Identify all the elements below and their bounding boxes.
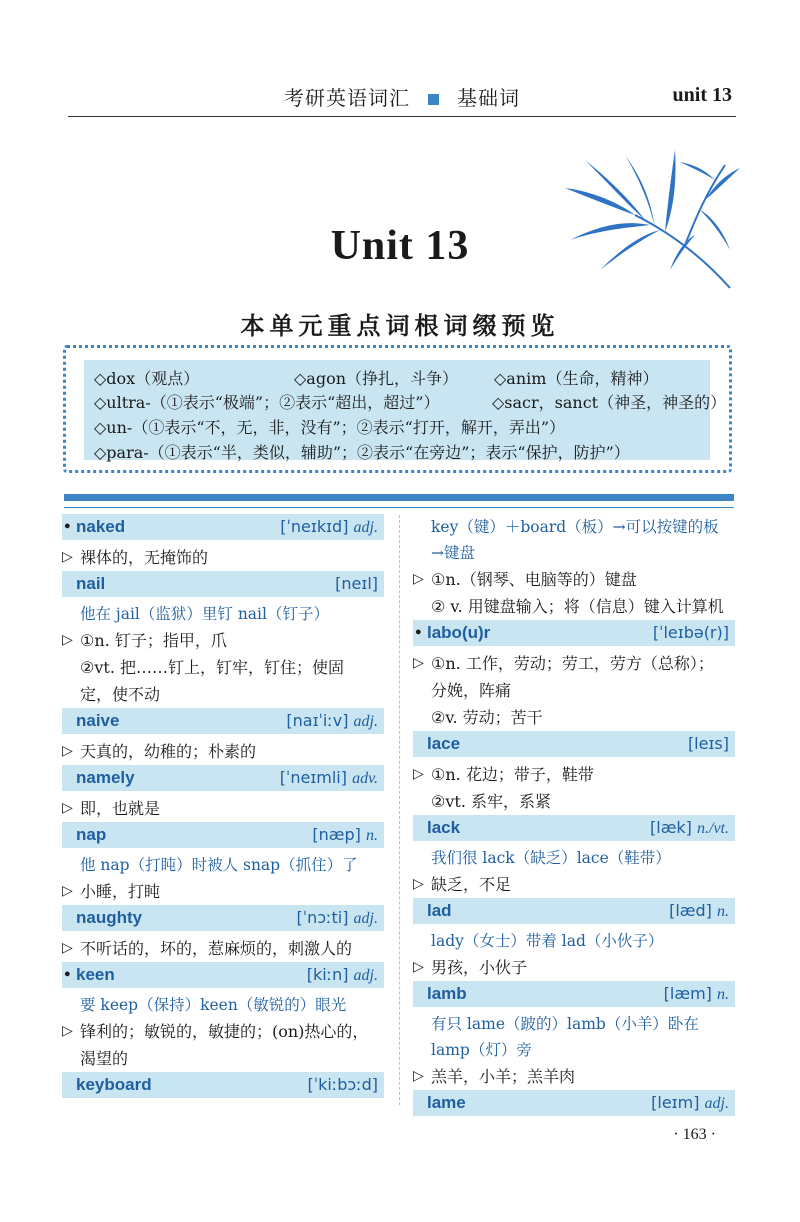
triangle-icon: ▷ [413, 571, 424, 587]
phonetic: [neɪl] [335, 574, 378, 593]
root-preview-box [63, 345, 732, 473]
definition-text: ①n. 花边；带子，鞋带 [431, 765, 594, 784]
phonetic [650, 818, 729, 838]
phonetic [297, 908, 378, 928]
definition-text: 男孩，小伙子 [431, 958, 528, 977]
root-anim: ◇anim（生命，精神） [494, 369, 659, 388]
definition-text: ②vt. 把……钉上，钉牢，钉住；使固 [80, 658, 344, 677]
definition-text: 天真的，幼稚的；朴素的 [80, 742, 257, 761]
triangle-icon: ▷ [413, 766, 424, 782]
header-book-title: 考研英语词汇 [284, 86, 410, 110]
definition-text: 锋利的；敏锐的，敏捷的；(on)热心的， [80, 1022, 369, 1041]
headword: ● keen [76, 965, 115, 985]
part-of-speech: adj. [353, 519, 378, 536]
part-of-speech: adj. [353, 967, 378, 984]
part-of-speech: n. [717, 903, 729, 920]
root-agon: ◇agon（挣扎，斗争） [294, 369, 459, 388]
headword: lamb [427, 984, 467, 1003]
header-section: 基础词 [457, 86, 520, 110]
headword: namely [76, 768, 135, 787]
word-bar-nail [62, 571, 384, 597]
phonetic [669, 901, 729, 921]
phonetic [664, 984, 729, 1004]
root-para: ◇para-（①表示“半，类似，辅助”；②表示“在旁边”；表示“保护，防护”） [94, 443, 630, 462]
phonetic-text: [ˈnɔːti] [296, 908, 349, 927]
preview-row-4 [94, 440, 630, 463]
phonetic-text: [næp] [312, 825, 361, 844]
preview-subtitle: 本单元重点词根词缀预览 [240, 311, 560, 340]
word-bar-nap [62, 822, 384, 848]
section-divider [64, 494, 734, 501]
word-bar-lad [413, 898, 735, 924]
word-bar-labour [413, 620, 735, 646]
definition-text: ①n. 工作，劳动；劳工，劳方（总称）； [431, 654, 714, 673]
triangle-icon: ▷ [62, 800, 73, 816]
word-bar-lace [413, 731, 735, 757]
part-of-speech: adj. [704, 1095, 729, 1112]
definition-text: 渴望的 [80, 1049, 129, 1068]
preview-row-3 [94, 415, 565, 438]
phonetic [280, 517, 378, 537]
part-of-speech: adv. [352, 770, 378, 787]
triangle-icon: ▷ [413, 959, 424, 975]
column-divider [399, 515, 400, 1105]
definition [413, 566, 735, 593]
triangle-icon: ▷ [62, 743, 73, 759]
root-preview-panel [84, 360, 727, 462]
definition-text: 裸体的，无掩饰的 [80, 548, 209, 567]
definition [62, 544, 384, 571]
definition-text: 定，使不动 [80, 685, 161, 704]
root-un: ◇un-（①表示“不，无，非，没有”；②表示“打开，解开，弄出”） [94, 418, 566, 437]
definition-text: ①n. 钉子；指甲，爪 [80, 631, 227, 650]
header-left [68, 82, 736, 111]
part-of-speech: n. [366, 827, 378, 844]
triangle-icon: ▷ [62, 1023, 73, 1039]
definition-text: 小睡，打盹 [80, 882, 161, 901]
headword: lad [427, 901, 452, 920]
part-of-speech: adj. [353, 713, 378, 730]
part-of-speech: n./vt. [697, 820, 729, 837]
mnemonic: 他在 jail（监狱）里钉 nail（钉子） [80, 605, 329, 623]
word-bar-namely [62, 765, 384, 791]
word-bar-lamb [413, 981, 735, 1007]
definition-text: ①n.（钢琴、电脑等的）键盘 [431, 570, 637, 589]
mnemonic: key（键）＋board（板）→可以按键的板 [431, 518, 719, 536]
mnemonic: 他 nap（打盹）时被人 snap（抓住）了 [80, 856, 358, 874]
definition [62, 738, 384, 765]
word-bar-naive [62, 708, 384, 734]
phonetic-text: [læk] [650, 818, 692, 837]
triangle-icon: ▷ [62, 549, 73, 565]
headword: ● naked [76, 517, 125, 537]
headword: lack [427, 818, 461, 837]
definition-text: 即，也就是 [80, 799, 161, 818]
page-number: · 163 · [673, 1126, 716, 1143]
phonetic: [leɪs] [687, 734, 729, 753]
left-column [62, 514, 384, 1102]
phonetic [286, 711, 378, 731]
triangle-icon: ▷ [413, 655, 424, 671]
phonetic-text: [kiːn] [306, 965, 349, 984]
phonetic-text: [ˈneɪkɪd] [280, 517, 349, 536]
definition-text: 缺乏，不足 [431, 875, 512, 894]
definition [413, 1063, 735, 1090]
triangle-icon: ▷ [62, 883, 73, 899]
header-unit: unit 13 [672, 84, 732, 106]
definition-text: ② v. 用键盘输入；将（信息）键入计算机 [431, 597, 724, 616]
phonetic [280, 768, 378, 788]
phonetic-text: [læm] [663, 984, 712, 1003]
triangle-icon: ▷ [62, 940, 73, 956]
headword: naive [76, 711, 120, 730]
definition [62, 1018, 384, 1045]
definition-text: 分娩，阵痛 [431, 681, 512, 700]
headword: lace [427, 734, 461, 753]
mnemonic: 我们很 lack（缺乏）lace（鞋带） [431, 849, 671, 867]
definition-text: ②vt. 系牢，系紧 [431, 792, 551, 811]
mnemonic: lamp（灯）旁 [431, 1041, 532, 1059]
section-divider-thin [64, 507, 734, 508]
root-ultra: ◇ultra-（①表示“极端”；②表示“超出，超过”） [94, 393, 440, 412]
part-of-speech: n. [717, 986, 729, 1003]
phonetic: [ˈkiːbɔːd] [307, 1075, 378, 1094]
mnemonic: →键盘 [431, 544, 475, 562]
running-header [68, 78, 736, 117]
mnemonic: lady（女士）带着 lad（小伙子） [431, 932, 664, 950]
word-bar-lack [413, 815, 735, 841]
definition [62, 935, 384, 962]
root-sacr: ◇sacr，sanct（神圣，神圣的） [492, 393, 727, 412]
definition [62, 878, 384, 905]
word-bar-keen [62, 962, 384, 988]
word-bar-keyboard [62, 1072, 384, 1098]
word-bar-naked [62, 514, 384, 540]
definition-text: ②v. 劳动；苦干 [431, 708, 543, 727]
triangle-icon: ▷ [413, 876, 424, 892]
definition [413, 871, 735, 898]
phonetic-text: [naɪˈiːv] [286, 711, 349, 730]
word-bar-lame [413, 1090, 735, 1116]
definition [62, 795, 384, 822]
definition [413, 761, 735, 788]
phonetic [651, 1093, 729, 1113]
triangle-icon: ▷ [62, 632, 73, 648]
headword: naughty [76, 908, 143, 927]
headword: ● labo(u)r [427, 623, 490, 643]
headword: nail [76, 574, 106, 593]
headword: keyboard [76, 1075, 152, 1094]
word-bar-naughty [62, 905, 384, 931]
triangle-icon: ▷ [413, 1068, 424, 1084]
headword: lame [427, 1093, 466, 1112]
definition-text: 羔羊，小羊；羔羊肉 [431, 1067, 576, 1086]
definition-text: 不听话的，坏的，惹麻烦的，刺激人的 [80, 939, 353, 958]
mnemonic: 有只 lame（跛的）lamb（小羊）卧在 [431, 1015, 699, 1033]
preview-row-1 [94, 366, 659, 389]
mnemonic: 要 keep（保持）keen（敏锐的）眼光 [80, 996, 347, 1014]
definition [413, 954, 735, 981]
square-bullet-icon [428, 94, 439, 105]
phonetic-text: [leɪm] [651, 1093, 700, 1112]
phonetic [307, 965, 378, 985]
part-of-speech: adj. [353, 910, 378, 927]
preview-row-2 [94, 390, 727, 413]
root-dox: ◇dox（观点） [94, 369, 200, 388]
phonetic [312, 825, 378, 845]
phonetic: [ˈleɪbə(r)] [652, 623, 729, 642]
right-column [413, 514, 735, 1120]
phonetic-text: [ˈneɪmli] [279, 768, 347, 787]
unit-title: Unit 13 [330, 223, 470, 269]
definition [413, 650, 735, 677]
headword: nap [76, 825, 107, 844]
definition [62, 627, 384, 654]
phonetic-text: [læd] [669, 901, 712, 920]
